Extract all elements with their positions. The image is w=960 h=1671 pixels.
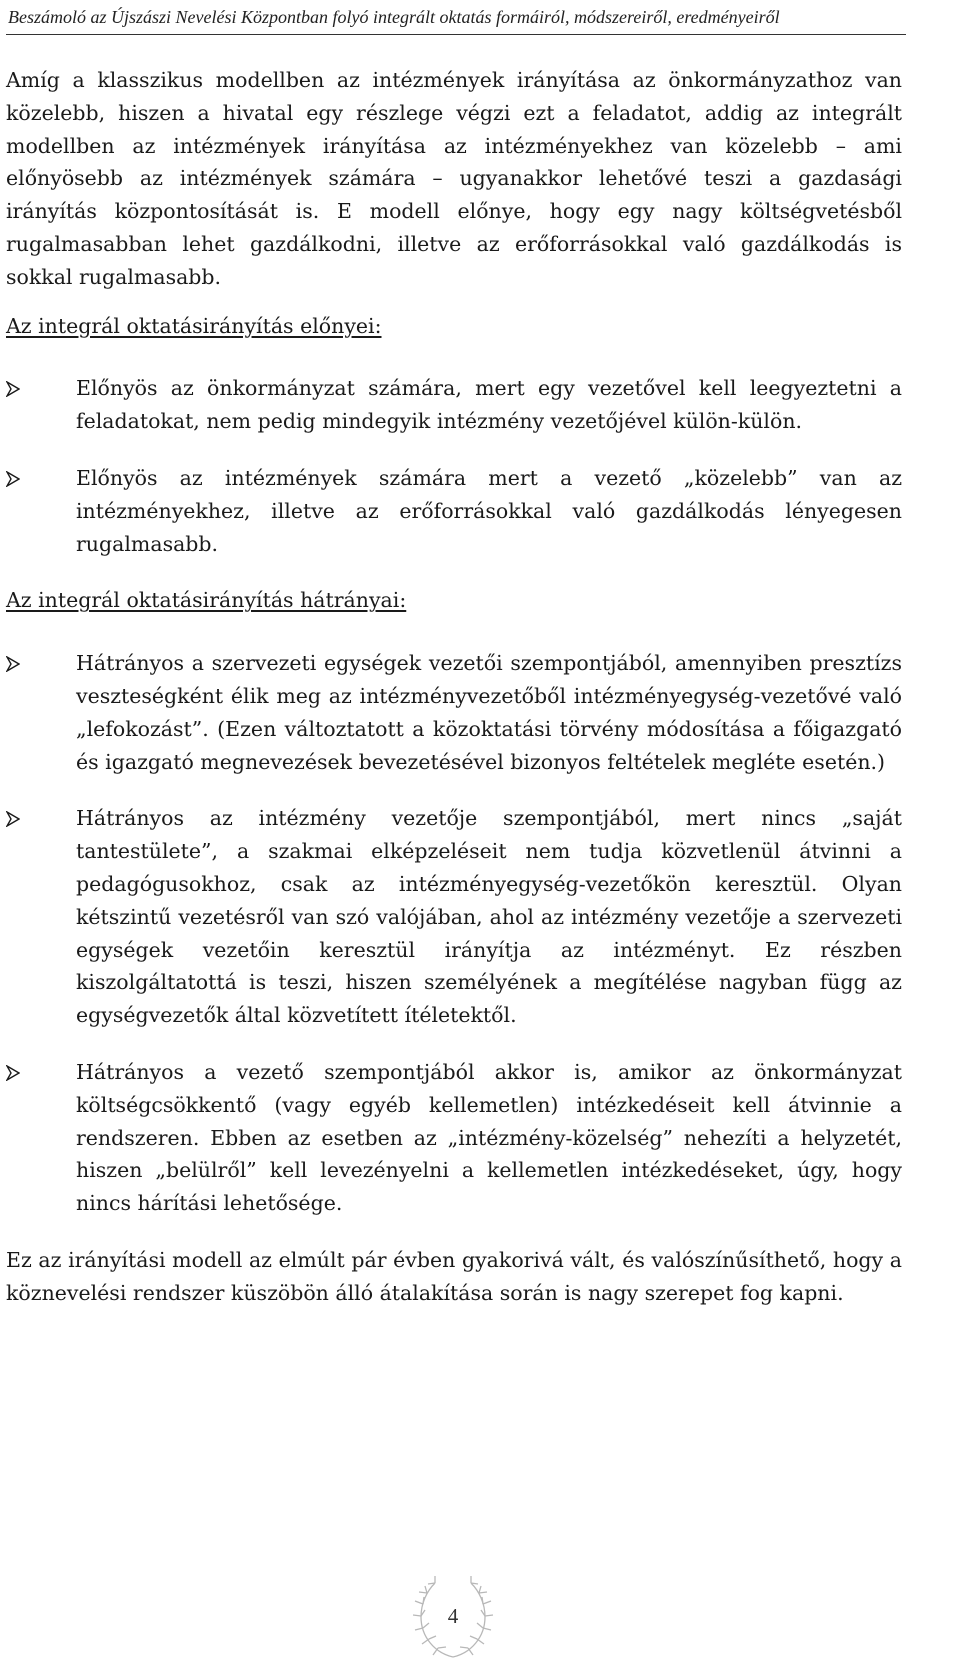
intro-paragraph: Amíg a klasszikus modellben az intézmények irányítása az önkormányzathoz van közelebb, hiszen a hivatal egy részlege végzi ezt a feladatot, addig az integrált modellben az intézmények irányítása az intézményekhez van közelebb – ami előnyösebb az intézmények számára – ugyanakkor lehetővé teszi a gazdasági irányítás központosítását is. E modell előnye, hogy egy nagy költségvetésből rugalmasabban lehet gazdálkodni, illetve az erőforrásokkal való gazdálkodás is sokkal rugalmasabb. [6,68,902,289]
disadvantage-text: Hátrányos a szervezeti egységek vezetői szempontjából, amennyiben presztízs veszteségként élik meg az intézményvezetőből intézményegység-vezetővé való „lefokozást”. (Ezen változtatott a közoktatási törvény módosítása a főigazgató és igazgató megnevezések bevezetésével bizonyos feltételek megléte esetén.) [76,651,902,774]
disadvantage-text: Hátrányos az intézmény vezetője szempontjából, mert nincs „saját tantestülete”, a szakmai elképzeléseit nem tudja közvetlenül átvinni a pedagógusokhoz, csak az intézményegység-vezetőkön keresztül. Olyan kétszintű vezetésről van szó valójában, ahol az intézmény vezetője a szervezeti egységek vezetőin keresztül irányítja az intézményt. Ez részben kiszolgáltatottá is teszi, hiszen személyének a megítélése nagyban függ az egységvezetők által közvetített ítéletektől. [76,806,902,1028]
disadvantages-heading: Az integrál oktatásirányítás hátrányai: [6,588,407,613]
advantage-text: Előnyös az intézmények számára mert a vezető „közelebb” van az intézményekhez, illetve az erőforrásokkal való gazdálkodás lényegesen rugalmasabb. [76,465,902,556]
disadvantage-text: Hátrányos a vezető szempontjából akkor is, amikor az önkormányzat költségcsökkentő (vagy egyéb kellemetlen) intézkedéseit kell átvinnie a rendszeren. Ebben az esetben az „intézmény-közelség” nehezíti a helyzetét, hiszen „belülről” kell levezényelni a kellemetlen intézkedéseket, úgy, hogy nincs hárítási lehetősége. [76,1059,902,1216]
list-item [6,372,902,438]
arrowhead-bullet-icon [6,811,20,827]
closing-paragraph: Ez az irányítási modell az elmúlt pár évben gyakorivá vált, és valószínűsíthető, hogy a köznevelési rendszer küszöbön álló átalakítása során is nagy szerepet fog kapni. [6,1247,902,1305]
list-item [6,802,902,1032]
advantages-heading: Az integrál oktatásirányítás előnyei: [6,313,382,338]
list-item [6,1056,902,1220]
list-item [6,647,902,778]
disadvantages-list [6,647,902,1220]
arrowhead-bullet-icon [6,381,20,397]
header-divider [6,34,906,35]
list-item [6,462,902,560]
arrowhead-bullet-icon [6,656,20,672]
page-number-ornament [405,1571,501,1667]
running-header: Beszámoló az Újszászi Nevelési Központban folyó integrált oktatás formáiról, módszereiről, eredményeiről [8,7,780,27]
document-body [6,64,902,1310]
arrowhead-bullet-icon [6,1065,20,1081]
advantages-list [6,372,902,560]
arrowhead-bullet-icon [6,471,20,487]
page-number: 4 [447,1604,459,1628]
advantage-text: Előnyös az önkormányzat számára, mert egy vezetővel kell leegyeztetni a feladatokat, nem pedig mindegyik intézmény vezetőjével külön-külön. [76,376,902,434]
